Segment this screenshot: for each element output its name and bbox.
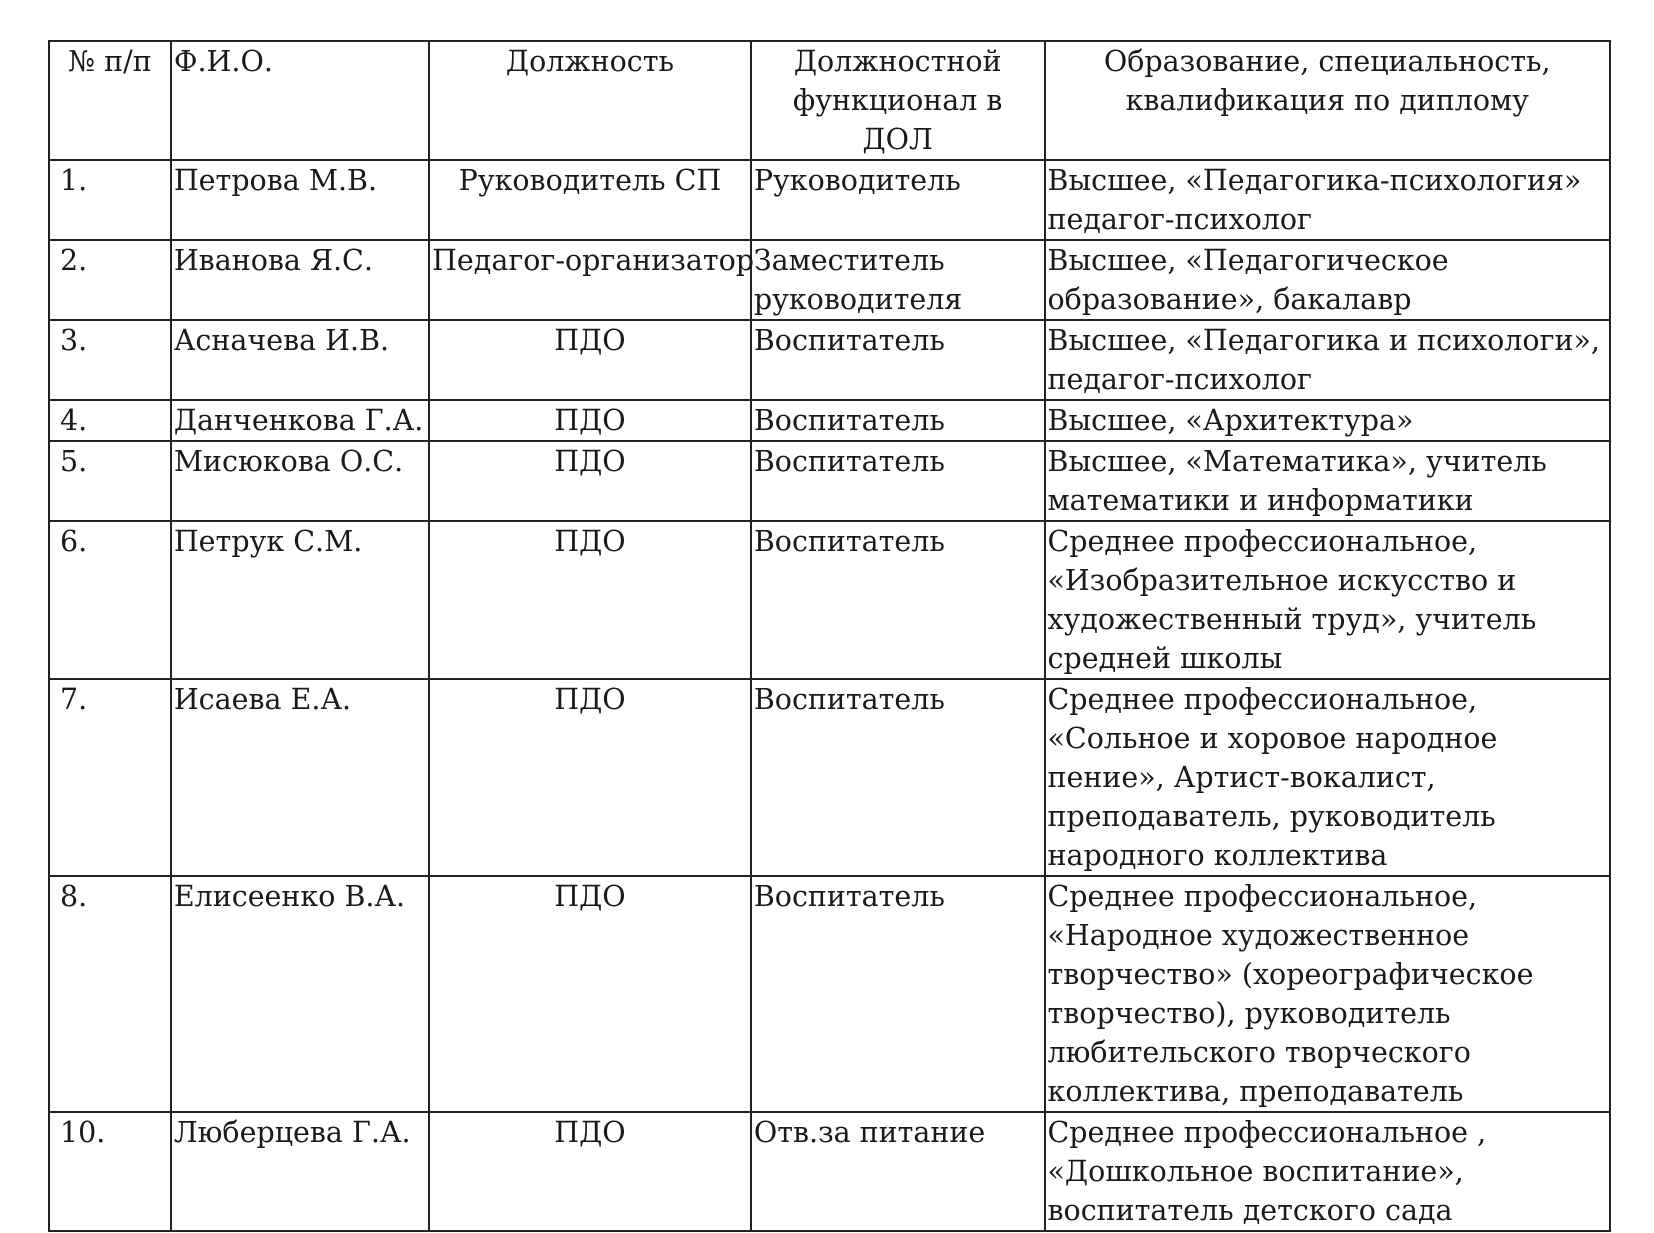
cell-role: Воспитатель — [751, 876, 1045, 1112]
table-row — [49, 876, 1610, 1112]
cell-education: Высшее, «Педагогика-психология» педагог-психолог — [1045, 160, 1611, 240]
cell-fio: Данченкова Г.А. — [171, 400, 429, 441]
cell-fio: Петрова М.В. — [171, 160, 429, 240]
header-num: № п/п — [49, 41, 171, 160]
cell-position: ПДО — [429, 521, 751, 679]
cell-role: Воспитатель — [751, 521, 1045, 679]
cell-fio: Люберцева Г.А. — [171, 1112, 429, 1231]
cell-role: Руководитель — [751, 160, 1045, 240]
cell-num: 10. — [49, 1112, 171, 1231]
header-role: Должностной функционал в ДОЛ — [751, 41, 1045, 160]
header-row — [49, 41, 1610, 160]
cell-fio: Иванова Я.С. — [171, 240, 429, 320]
header-education: Образование, специальность, квалификация по диплому — [1045, 41, 1611, 160]
cell-position: Руководитель СП — [429, 160, 751, 240]
staff-table — [48, 40, 1611, 1232]
header-position: Должность — [429, 41, 751, 160]
cell-education: Среднее профессиональное, «Сольное и хоровое народное пение», Артист-вокалист, преподаватель, руководитель народного коллектива — [1045, 679, 1611, 876]
cell-num: 7. — [49, 679, 171, 876]
cell-num: 4. — [49, 400, 171, 441]
cell-role: Заместитель руководителя — [751, 240, 1045, 320]
cell-fio: Елисеенко В.А. — [171, 876, 429, 1112]
cell-role: Отв.за питание — [751, 1112, 1045, 1231]
cell-fio: Мисюкова О.С. — [171, 441, 429, 521]
cell-num: 5. — [49, 441, 171, 521]
header-fio: Ф.И.О. — [171, 41, 429, 160]
cell-position: ПДО — [429, 679, 751, 876]
cell-role: Воспитатель — [751, 441, 1045, 521]
table-row — [49, 160, 1610, 240]
table-row — [49, 521, 1610, 679]
cell-fio: Асначева И.В. — [171, 320, 429, 400]
cell-education: Высшее, «Педагогика и психологи», педагог-психолог — [1045, 320, 1611, 400]
table-row — [49, 400, 1610, 441]
table-row — [49, 320, 1610, 400]
table-row — [49, 1112, 1610, 1231]
cell-num: 6. — [49, 521, 171, 679]
cell-fio: Исаева Е.А. — [171, 679, 429, 876]
table-row — [49, 441, 1610, 521]
cell-num: 8. — [49, 876, 171, 1112]
cell-education: Высшее, «Математика», учитель математики и информатики — [1045, 441, 1611, 521]
cell-position: ПДО — [429, 1112, 751, 1231]
cell-education: Среднее профессиональное , «Дошкольное воспитание», воспитатель детского сада — [1045, 1112, 1611, 1231]
cell-position: ПДО — [429, 876, 751, 1112]
cell-num: 2. — [49, 240, 171, 320]
cell-num: 1. — [49, 160, 171, 240]
table-row — [49, 240, 1610, 320]
table-row — [49, 679, 1610, 876]
cell-position: ПДО — [429, 400, 751, 441]
cell-position: ПДО — [429, 320, 751, 400]
cell-education: Высшее, «Педагогическое образование», бакалавр — [1045, 240, 1611, 320]
cell-num: 3. — [49, 320, 171, 400]
cell-role: Воспитатель — [751, 679, 1045, 876]
cell-position: Педагог-организатор — [429, 240, 751, 320]
cell-fio: Петрук С.М. — [171, 521, 429, 679]
cell-education: Среднее профессиональное, «Изобразительное искусство и художественный труд», учитель средней школы — [1045, 521, 1611, 679]
cell-education: Высшее, «Архитектура» — [1045, 400, 1611, 441]
cell-role: Воспитатель — [751, 400, 1045, 441]
cell-role: Воспитатель — [751, 320, 1045, 400]
cell-position: ПДО — [429, 441, 751, 521]
cell-education: Среднее профессиональное, «Народное художественное творчество» (хореографическое творчество), руководитель любительского творческого коллектива, преподаватель — [1045, 876, 1611, 1112]
